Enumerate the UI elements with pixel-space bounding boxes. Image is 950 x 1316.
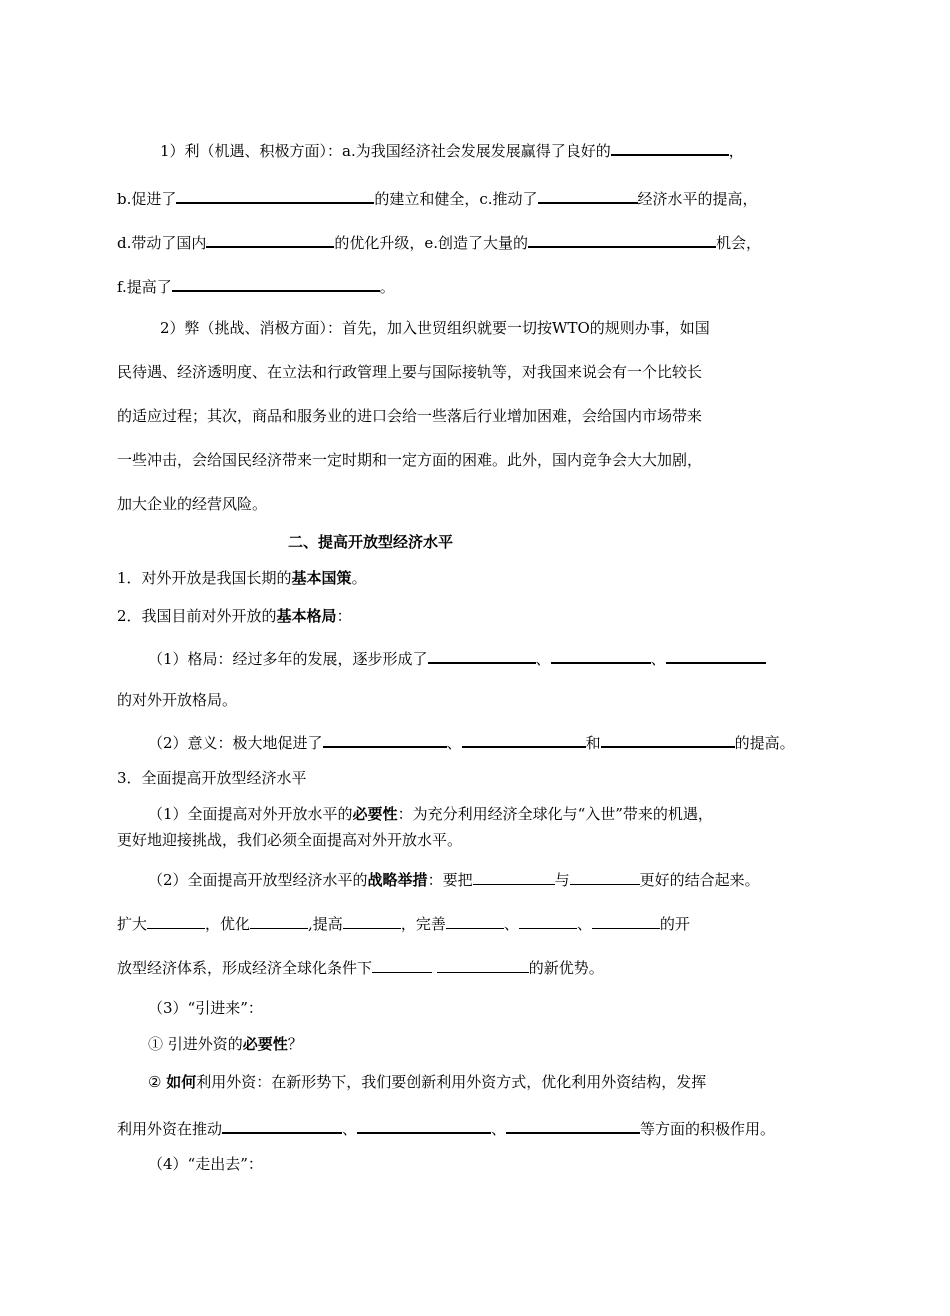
text: ，优化 [205, 915, 251, 933]
text: ,提高 [308, 915, 343, 933]
fill-blank[interactable] [206, 230, 334, 248]
text: 的提高。 [734, 734, 795, 752]
text: 。 [351, 569, 367, 587]
fill-blank[interactable] [437, 956, 529, 973]
fill-blank[interactable] [250, 912, 308, 929]
text: 、 [503, 915, 519, 933]
item-2-2 [148, 730, 795, 753]
fill-blank[interactable] [357, 1116, 491, 1134]
benefit-line-1 [160, 138, 744, 161]
text: ： [336, 607, 352, 625]
challenge-line-5: 加大企业的经营风险。 [117, 495, 268, 513]
text: 、 [491, 1120, 507, 1138]
text: 、 [446, 734, 462, 752]
bold-term: 如何 [166, 1073, 197, 1091]
item-3-3-2 [148, 1072, 706, 1092]
fill-blank[interactable] [666, 646, 766, 664]
section-title: 二、提高开放型经济水平 [288, 533, 454, 551]
item-3-3-1 [148, 1034, 303, 1054]
text: 的建立和健全，c.推动了 [374, 190, 538, 208]
benefit-line-4 [117, 274, 395, 297]
text: 、 [576, 915, 592, 933]
item-3-4: （4）“走出去”： [148, 1155, 263, 1173]
text: 的新优势。 [528, 959, 604, 977]
text: ：要把 [427, 871, 473, 889]
item-3-2-cont-1 [117, 912, 690, 934]
fill-blank[interactable] [428, 646, 536, 664]
text: （1）全面提高对外开放水平的 [148, 805, 353, 823]
text: 、 [535, 650, 551, 668]
text: 1）利（机遇、积极方面）：a.为我国经济社会发展发展赢得了良好的 [160, 142, 611, 160]
text: 的开 [659, 915, 690, 933]
challenge-line-3: 的适应过程；其次，商品和服务业的进口会给一些落后行业增加困难，会给国内市场带来 [117, 407, 703, 425]
fill-blank[interactable] [506, 1116, 640, 1134]
challenge-line-1: 2）弊（挑战、消极方面）：首先，加入世贸组织就要一切按WTO的规则办事，如国 [160, 319, 710, 337]
benefit-line-2 [117, 186, 758, 209]
text: 利用外资：在新形势下，我们要创新利用外资方式，优化利用外资结构，发挥 [196, 1073, 707, 1091]
text: ：为充分利用经济全球化与“入世”带来的机遇， [397, 805, 713, 823]
item-2-1 [148, 646, 766, 669]
bold-term: 必要性 [242, 1035, 288, 1053]
fill-blank[interactable] [538, 186, 638, 204]
fill-blank[interactable] [528, 230, 716, 248]
text: 放型经济体系，形成经济全球化条件下 [117, 959, 373, 977]
fill-blank[interactable] [446, 912, 504, 929]
item-3-3: （3）“引进来”： [148, 999, 263, 1017]
text: （2）全面提高开放型经济水平的 [148, 871, 368, 889]
text: （1）格局：经过多年的发展，逐步形成了 [148, 650, 428, 668]
fill-blank[interactable] [172, 274, 380, 292]
text: 经济水平的提高， [637, 190, 758, 208]
fill-blank[interactable] [601, 730, 735, 748]
text: 和 [585, 734, 601, 752]
fill-blank[interactable] [372, 956, 432, 973]
item-1 [117, 568, 367, 588]
bold-term: 基本国策 [291, 569, 352, 587]
bold-term: 必要性 [352, 805, 398, 823]
fill-blank[interactable] [222, 1116, 342, 1134]
bold-term: 战略举措 [367, 871, 428, 889]
fill-blank[interactable] [592, 912, 660, 929]
bold-term: 基本格局 [276, 607, 337, 625]
item-3-1-cont: 更好地迎接挑战，我们必须全面提高对外开放水平。 [117, 831, 463, 849]
benefit-line-3 [117, 230, 761, 253]
text: 1．对外开放是我国长期的 [117, 569, 292, 587]
text: ？ [287, 1035, 303, 1053]
text: ② [148, 1073, 167, 1091]
text: ① 引进外资的 [148, 1035, 243, 1053]
fill-blank[interactable] [147, 912, 205, 929]
fill-blank[interactable] [323, 730, 447, 748]
text: 、 [650, 650, 666, 668]
text: f.提高了 [117, 278, 172, 296]
text: 等方面的积极作用。 [640, 1120, 776, 1138]
challenge-line-2: 民待遇、经济透明度、在立法和行政管理上要与国际接轨等，对我国来说会有一个比较长 [117, 363, 703, 381]
text: （2）意义：极大地促进了 [148, 734, 323, 752]
text: ，完善 [400, 915, 446, 933]
item-3-2-cont-2 [117, 956, 604, 978]
text: ， [728, 142, 744, 160]
fill-blank[interactable] [343, 912, 401, 929]
text: b.促进了 [117, 190, 177, 208]
fill-blank[interactable] [519, 912, 577, 929]
item-2-1-cont: 的对外开放格局。 [117, 691, 238, 709]
text: 更好的结合起来。 [639, 871, 760, 889]
item-3-1 [148, 804, 713, 824]
fill-blank[interactable] [473, 868, 555, 885]
text: 扩大 [117, 915, 148, 933]
fill-blank[interactable] [176, 186, 374, 204]
fill-blank[interactable] [462, 730, 586, 748]
item-3: 3．全面提高开放型经济水平 [117, 769, 307, 787]
text: 的优化升级，e.创造了大量的 [334, 234, 529, 252]
fill-blank[interactable] [611, 138, 729, 156]
text: 、 [342, 1120, 358, 1138]
challenge-line-4: 一些冲击，会给国民经济带来一定时期和一定方面的困难。此外，国内竞争会大大加剧， [117, 451, 703, 469]
text: 2．我国目前对外开放的 [117, 607, 277, 625]
item-3-3-2-cont [117, 1116, 775, 1139]
text: 与 [554, 871, 570, 889]
text: 。 [379, 278, 395, 296]
text: 机会， [716, 234, 762, 252]
text: d.带动了国内 [117, 234, 207, 252]
fill-blank[interactable] [570, 868, 640, 885]
text: 利用外资在推动 [117, 1120, 223, 1138]
fill-blank[interactable] [551, 646, 651, 664]
item-3-2 [148, 868, 760, 890]
item-2 [117, 606, 352, 626]
